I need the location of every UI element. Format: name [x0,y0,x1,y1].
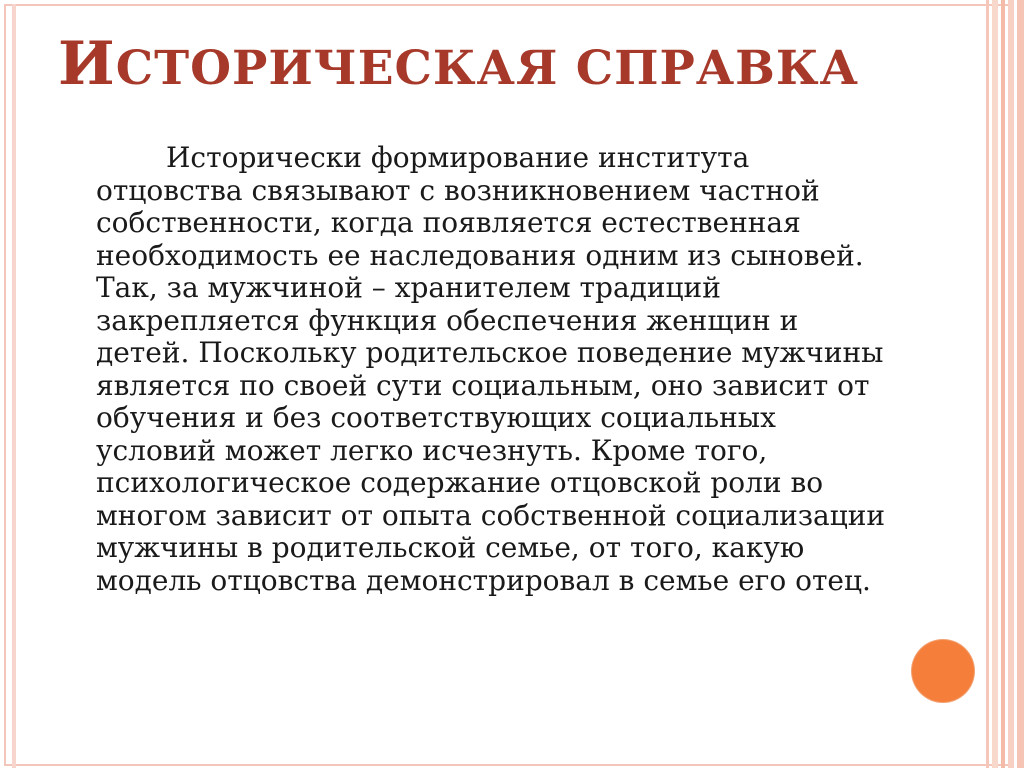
decorative-circle [912,640,974,702]
decorative-stripe [992,0,998,768]
title-initial: И [58,29,116,99]
decorative-stripe [986,0,989,768]
decorative-stripe [1001,0,1005,768]
decorative-stripe [1008,0,1014,768]
title-rest: СТОРИЧЕСКАЯ СПРАВКА [115,41,859,96]
left-border-stripe [12,4,16,768]
body-paragraph: Исторически формирование института отцовства связывают с возникновением частной собственности, когда появляется естественная необходимость ее наследования одним из сыновей. Так, за мужчиной – хранителем традиций закрепляется функция обеспечения женщин и детей. Поскольку родительское поведение мужчины является по своей сути социальным, оно зависит от обучения и без соответствующих социальных условий может легко исчезнуть. Кроме того, психологическое содержание отцовской роли во многом зависит от опыта собственной социализации мужчины в родительской семье, от того, какую модель отцовства демонстрировал в семье его отец. [96,141,886,597]
decorative-stripe [1017,0,1024,768]
slide-title [58,29,859,99]
